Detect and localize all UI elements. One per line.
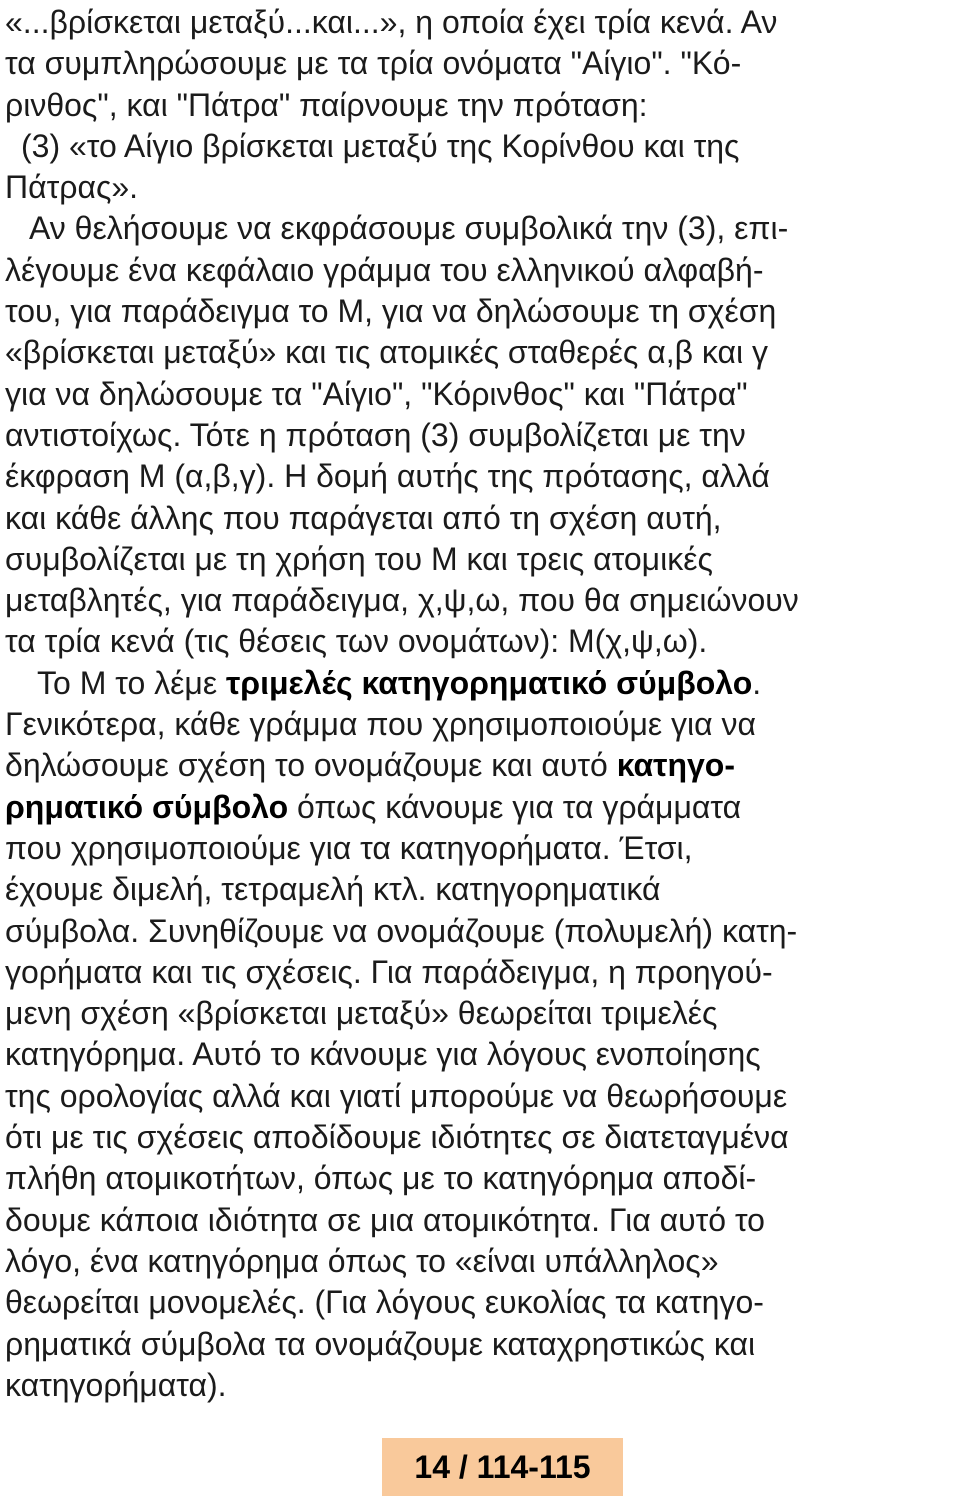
text-line: «βρίσκεται μεταξύ» και τις ατομικές σταθερές α,β και γ: [5, 334, 768, 371]
text-line: λόγο, ένα κατηγόρημα όπως το «είναι υπάλληλος»: [5, 1242, 719, 1279]
body-text: [5, 2, 960, 1406]
page-number-label: 14 / 114-115: [414, 1448, 591, 1485]
text-line: τα συμπληρώσουμε με τα τρία ονόματα "Αίγιο". "Κό-: [5, 45, 742, 82]
text-line: τα τρία κενά (τις θέσεις των ονομάτων): Μ(χ,ψ,ω).: [5, 623, 708, 660]
text-line: μενη σχέση «βρίσκεται μεταξύ» θεωρείται τριμελές: [5, 995, 718, 1032]
text-line: Γενικότερα, κάθε γράμμα που χρησιμοποιούμε για να: [5, 706, 757, 743]
text-line: Αν θελήσουμε να εκφράσουμε συμβολικά την (3), επι-: [29, 210, 789, 247]
text-line: «...βρίσκεται μεταξύ...και...», η οποία έχει τρία κενά. Αν: [5, 4, 778, 40]
text-line: πλήθη ατομικοτήτων, όπως με το κατηγόρημα αποδί-: [5, 1160, 757, 1197]
text-line: που χρησιμοποιούμε για τα κατηγορήματα. Έτσι,: [5, 829, 693, 866]
term-trimeles: τριμελές κατηγορηματικό σύμβολο: [226, 664, 753, 701]
text-line: [5, 745, 960, 786]
text-line: αντιστοίχως. Τότε η πρόταση (3) συμβολίζεται με την: [5, 416, 746, 453]
text-line: ρινθος", και "Πάτρα" παίρνουμε την πρόταση:: [5, 86, 648, 123]
term-katigor-end: ρηματικό σύμβολο: [5, 788, 289, 825]
text-run: .: [752, 664, 762, 701]
text-line: μεταβλητές, για παράδειγμα, χ,ψ,ω, που θα σημειώνουν: [5, 582, 799, 619]
text-line: γορήματα και τις σχέσεις. Για παράδειγμα, η προηγού-: [5, 953, 773, 990]
text-line: δουμε κάποια ιδιότητα σε μια ατομικότητα. Για αυτό το: [5, 1201, 765, 1238]
text-line: συμβολίζεται με τη χρήση του Μ και τρεις ατομικές: [5, 540, 713, 577]
text-line: του, για παράδειγμα το Μ, για να δηλώσουμε τη σχέση: [5, 293, 777, 330]
text-line: έχουμε διμελή, τετραμελή κτλ. κατηγορηματικά: [5, 871, 661, 908]
text-line: ότι με τις σχέσεις αποδίδουμε ιδιότητες σε διατεταγμένα: [5, 1119, 789, 1156]
text-line: [5, 663, 960, 704]
text-run: Το Μ το λέμε: [37, 664, 226, 701]
text-line: κατηγορήματα).: [5, 1366, 227, 1403]
term-katigor-start: κατηγο-: [616, 747, 735, 784]
text-line: της ορολογίας αλλά και γιατί μπορούμε να θεωρήσουμε: [5, 1077, 788, 1114]
text-line: και κάθε άλλης που παράγεται από τη σχέση αυτή,: [5, 499, 722, 536]
text-line: (3) «το Αίγιο βρίσκεται μεταξύ της Κορίνθου και της: [21, 127, 740, 164]
text-line: για να δηλώσουμε τα "Αίγιο", "Κόρινθος" και "Πάτρα": [5, 375, 748, 412]
text-line: κατηγόρημα. Αυτό το κάνουμε για λόγους ενοποίησης: [5, 1036, 761, 1073]
text-line: έκφραση Μ (α,β,γ). Η δομή αυτής της πρότασης, αλλά: [5, 458, 770, 495]
text-run: δηλώσουμε σχέση το ονομάζουμε και αυτό: [5, 747, 617, 784]
text-line: θεωρείται μονομελές. (Για λόγους ευκολίας τα κατηγο-: [5, 1284, 764, 1321]
text-line: Πάτρας».: [5, 169, 139, 206]
text-line: λέγουμε ένα κεφάλαιο γράμμα του ελληνικού αλφαβή-: [5, 251, 764, 288]
text-run: όπως κάνουμε για τα γράμματα: [288, 788, 742, 825]
text-line: ρηματικά σύμβολα τα ονομάζουμε καταχρηστικώς και: [5, 1325, 756, 1362]
page-number-badge: [382, 1438, 623, 1496]
text-line: σύμβολα. Συνηθίζουμε να ονομάζουμε (πολυμελή) κατη-: [5, 912, 798, 949]
text-line: [5, 787, 960, 828]
